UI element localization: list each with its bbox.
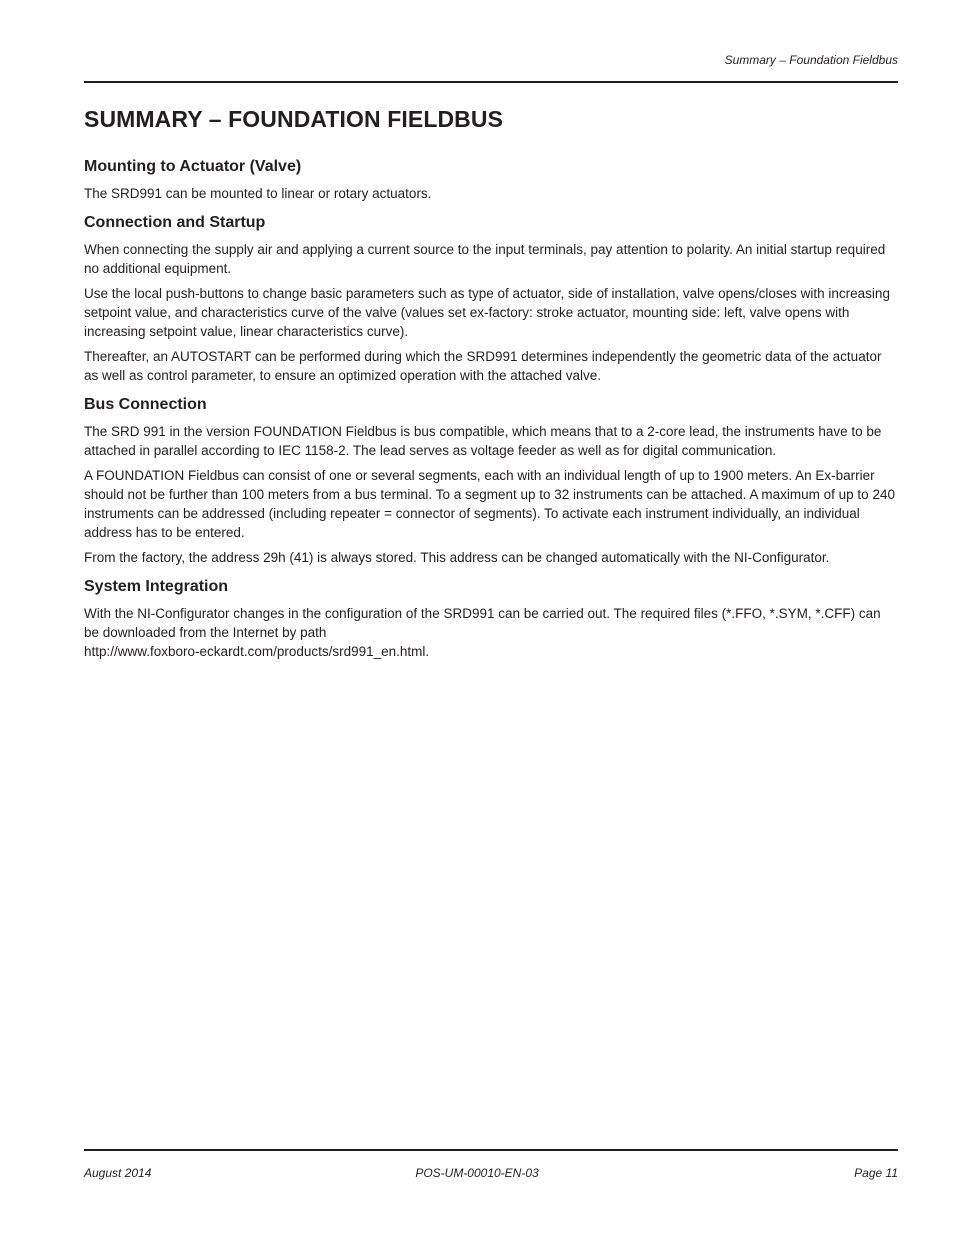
section-heading: Connection and Startup: [84, 214, 266, 231]
paragraph: Use the local push-buttons to change basic parameters such as type of actuator, side of installation, valve opens/closes with increasing setpoint value, and characteristics curve of the valve (values set ex-factory: stroke actuator, mounting side: left, valve opens with increasing setpoint value, linear characteristics curve).: [84, 286, 890, 339]
paragraph: From the factory, the address 29h (41) is always stored. This address can be changed automatically with the NI-Configurator.: [84, 550, 830, 565]
section-bus-connection: [84, 395, 898, 567]
section-connection-startup: [84, 213, 898, 385]
section-system-integration: [84, 577, 898, 661]
page-content: [84, 106, 898, 671]
running-header: Summary – Foundation Fieldbus: [724, 53, 898, 67]
page-title: SUMMARY – FOUNDATION FIELDBUS: [84, 106, 504, 132]
paragraph: The SRD 991 in the version FOUNDATION Fieldbus is bus compatible, which means that to a 2-core lead, the instruments have to be attached in parallel according to IEC 1158-2. The lead serves as voltage feeder as well as for digital communication.: [84, 424, 882, 458]
paragraph: The SRD991 can be mounted to linear or rotary actuators.: [84, 186, 432, 201]
section-mounting: [84, 157, 898, 203]
section-heading: System Integration: [84, 578, 229, 595]
section-heading: Bus Connection: [84, 396, 207, 413]
footer-rule: [84, 1149, 898, 1151]
paragraph: When connecting the supply air and applying a current source to the input terminals, pay attention to polarity. An initial startup required no additional equipment.: [84, 242, 886, 276]
header-rule: [84, 81, 898, 83]
footer-page-number: Page 11: [854, 1166, 898, 1180]
url-text: http://www.foxboro-eckardt.com/products/srd991_en.html.: [84, 644, 430, 659]
section-heading: Mounting to Actuator (Valve): [84, 158, 302, 175]
paragraph: Thereafter, an AUTOSTART can be performed during which the SRD991 determines independently the geometric data of the actuator as well as control parameter, to ensure an optimized operation with the attached valve.: [84, 349, 882, 383]
paragraph: With the NI-Configurator changes in the configuration of the SRD991 can be carried out. The required files (*.FFO, *.SYM, *.CFF) can be downloaded from the Internet by path: [84, 606, 881, 640]
footer-date: August 2014: [84, 1166, 152, 1180]
paragraph: A FOUNDATION Fieldbus can consist of one or several segments, each with an individual length of up to 1900 meters. An Ex-barrier should not be further than 100 meters from a bus terminal. To a segment up to 32 instruments can be attached. A maximum of up to 240 instruments can be addressed (including repeater = connector of segments). To activate each instrument individually, an individual address has to be entered.: [84, 468, 895, 540]
footer-doc-number: POS-UM-00010-EN-03: [415, 1166, 539, 1180]
